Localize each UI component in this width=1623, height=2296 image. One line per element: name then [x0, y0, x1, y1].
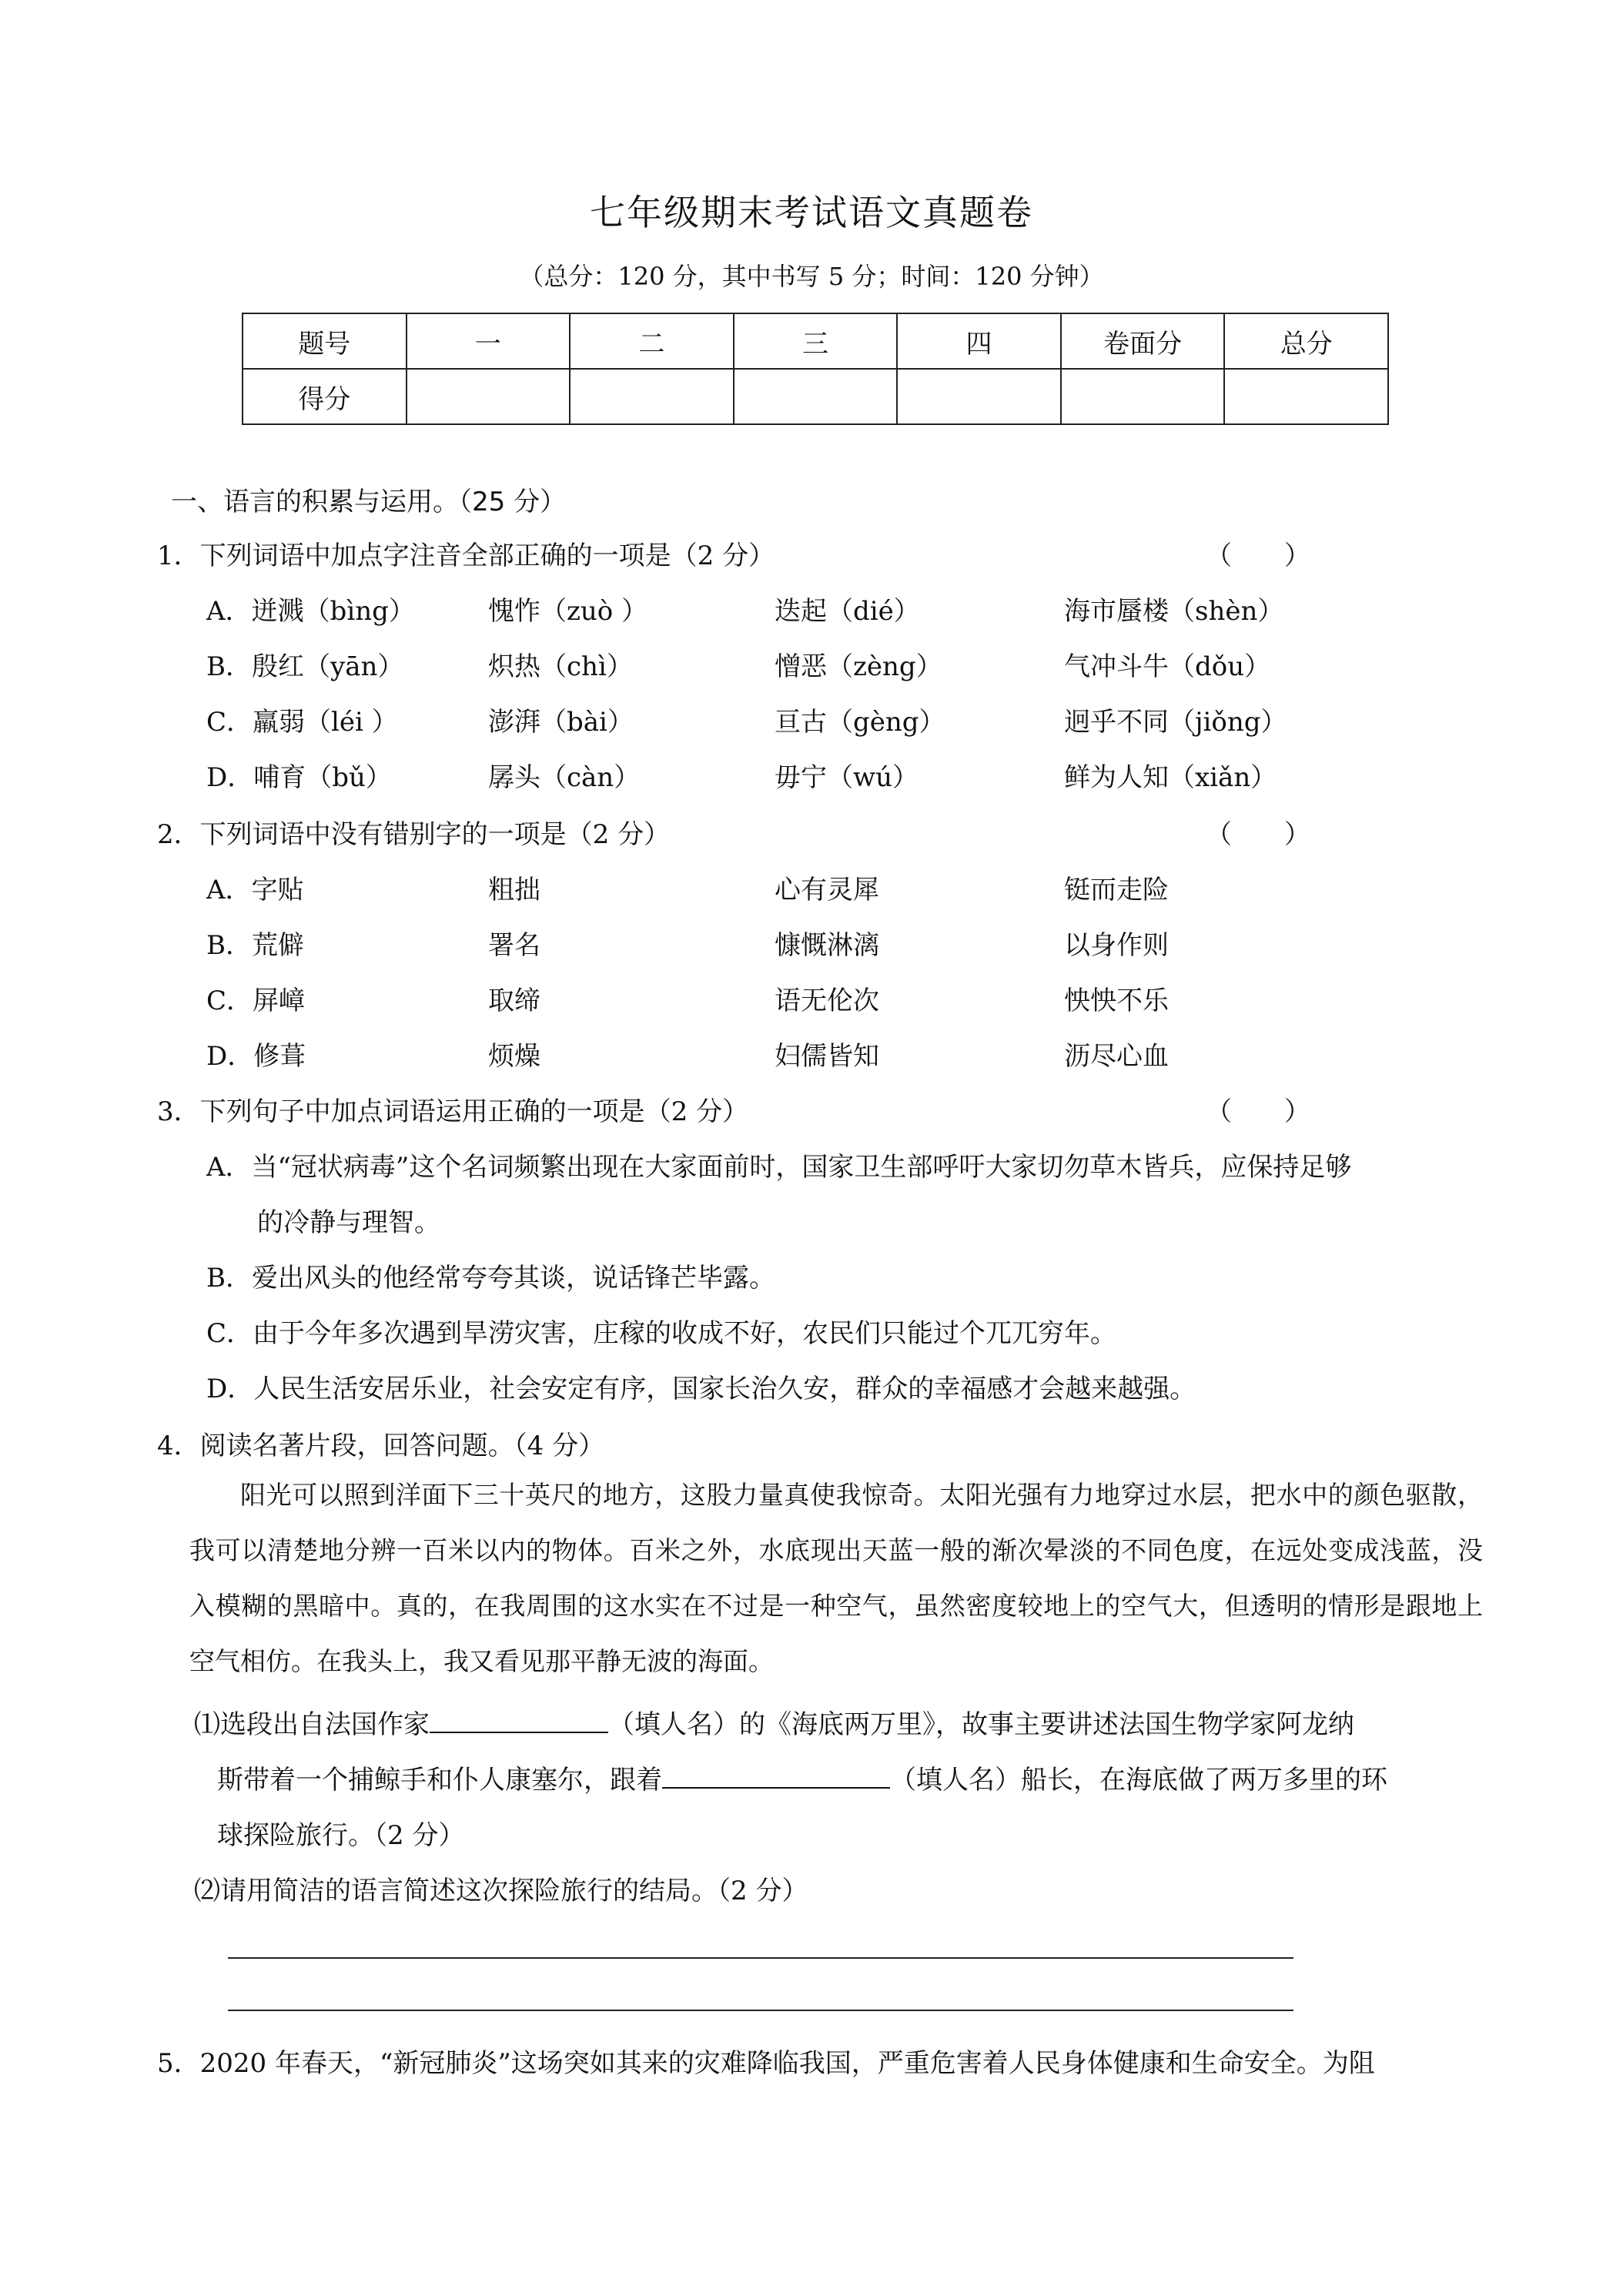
question-3-stem: 3．下列句子中加点词语运用正确的一项是（2 分） — [157, 1096, 749, 1127]
answer-paren[interactable]: （ ） — [1206, 1096, 1310, 1127]
score-cell[interactable] — [570, 369, 734, 424]
reading-passage: 阳光可以照到洋面下三十英尺的地方，这股力量真使我惊奇。太阳光强有力地穿过水层，把水中的颜色驱散，我可以清楚地分辨一百米以内的物体。百米之外，水底现出天蓝一般的渐次晕淡的不同色度，在远处变成浅蓝，没入模糊的黑暗中。真的，在我周围的这水实在不过是一种空气，虽然密度较地上的空气大，但透明的情形是跟地上空气相仿。在我头上，我又看见那平静无波的海面。 — [189, 1480, 1483, 1676]
q3-option-b: B．爱出风头的他经常夸夸其谈，说话锋芒毕露。 — [206, 1263, 775, 1294]
q4-sub1-line-1 — [194, 1703, 1354, 1741]
q4-sub1-line-3: 球探险旅行。（2 分） — [217, 1820, 465, 1851]
question-4-stem: 4．阅读名著片段，回答问题。（4 分） — [157, 1431, 605, 1461]
page-title: 七年级期末考试语文真题卷 — [590, 192, 1033, 233]
q1-option-d-word-2: 孱头（càn） — [488, 762, 641, 793]
q1-option-d-word-3: 毋宁（wú） — [775, 762, 919, 793]
score-cell[interactable] — [407, 369, 571, 424]
q3-option-a-line-1: A．当“冠状病毒”这个名词频繁出现在大家面前时，国家卫生部呼吁大家切勿草木皆兵，应保持足够 — [206, 1152, 1352, 1183]
q1-option-a-word-4: 海市蜃楼（shèn） — [1064, 596, 1284, 627]
score-cell[interactable] — [897, 369, 1061, 424]
q4-sub1-text-d: （填人名）船长，在海底做了两万多里的环 — [890, 1765, 1387, 1796]
q1-option-a-word-3: 迭起（dié） — [775, 596, 920, 627]
q1-option-c-word-2: 澎湃（bài） — [488, 707, 634, 738]
answer-paren[interactable]: （ ） — [1206, 819, 1310, 850]
score-table — [242, 313, 1389, 425]
q2-option-c-word-1: C．屏嶂 — [206, 986, 306, 1016]
q2-option-d-word-4: 沥尽心血 — [1064, 1041, 1169, 1072]
section-heading: 一、语言的积累与运用。（25 分） — [171, 487, 567, 517]
q2-option-a-word-1: A．字贴 — [206, 875, 304, 905]
question-1-stem: 1．下列词语中加点字注音全部正确的一项是（2 分） — [157, 541, 775, 571]
q1-option-b-word-2: 炽热（chì） — [488, 651, 633, 682]
q4-sub1-text-c: 斯带着一个捕鲸手和仆人康塞尔，跟着 — [217, 1765, 662, 1796]
q2-option-d-word-3: 妇儒皆知 — [775, 1041, 879, 1072]
author-blank[interactable] — [430, 1709, 608, 1733]
q1-option-b-word-3: 憎恶（zèng） — [775, 651, 942, 682]
q4-sub1-text-b: （填人名）的《海底两万里》，故事主要讲述法国生物学家阿龙纳 — [608, 1709, 1354, 1740]
q3-option-d: D．人民生活安居乐业，社会安定有序，国家长治久安，群众的幸福感才会越来越强。 — [206, 1374, 1196, 1404]
q2-option-d-word-2: 烦燥 — [488, 1041, 540, 1072]
score-table-score-row — [243, 369, 1388, 424]
q1-option-c-word-1: C．羸弱（léi ） — [206, 707, 398, 738]
header-cell: 四 — [897, 313, 1061, 369]
q1-option-b-word-1: B．殷红（yān） — [206, 651, 404, 682]
q1-option-b-word-4: 气冲斗牛（dǒu） — [1064, 651, 1271, 682]
q2-option-c-word-3: 语无伦次 — [775, 986, 879, 1016]
score-cell[interactable] — [1224, 369, 1388, 424]
score-table-header-row — [243, 313, 1388, 369]
q2-option-c-word-2: 取缔 — [488, 986, 540, 1016]
header-cell: 一 — [407, 313, 571, 369]
q4-sub1-line-2 — [217, 1759, 1387, 1796]
q1-option-c-word-4: 迥乎不同（jiǒng） — [1064, 707, 1287, 738]
score-cell[interactable] — [1061, 369, 1225, 424]
header-cell: 二 — [570, 313, 734, 369]
q2-option-d-word-1: D．修葺 — [206, 1041, 306, 1072]
q2-option-a-word-2: 粗拙 — [488, 875, 540, 905]
header-cell: 题号 — [243, 313, 407, 369]
q2-option-b-word-3: 慷慨淋漓 — [775, 930, 879, 961]
q3-option-c: C．由于今年多次遇到旱涝灾害，庄稼的收成不好，农民们只能过个兀兀穷年。 — [206, 1318, 1117, 1349]
q2-option-b-word-2: 署名 — [488, 930, 540, 961]
q1-option-a-word-1: A．迸溅（bìng） — [206, 596, 415, 627]
captain-blank[interactable] — [662, 1764, 890, 1789]
answer-paren[interactable]: （ ） — [1206, 541, 1310, 571]
q2-option-a-word-4: 铤而走险 — [1064, 875, 1169, 905]
q2-option-a-word-3: 心有灵犀 — [775, 875, 879, 905]
q2-option-b-word-4: 以身作则 — [1064, 930, 1169, 961]
q4-sub1-text-a: ⑴选段出自法国作家 — [194, 1709, 430, 1740]
q1-option-c-word-3: 亘古（gèng） — [775, 707, 945, 738]
score-cell[interactable] — [734, 369, 898, 424]
question-2-stem: 2．下列词语中没有错别字的一项是（2 分） — [157, 819, 671, 850]
q2-option-b-word-1: B．荒僻 — [206, 930, 304, 961]
q4-sub2: ⑵请用简洁的语言简述这次探险旅行的结局。（2 分） — [194, 1876, 808, 1906]
q1-option-d-word-1: D．哺育（bǔ） — [206, 762, 392, 793]
exam-info: （总分：120 分，其中书写 5 分；时间：120 分钟） — [519, 262, 1104, 291]
q1-option-a-word-2: 愧怍（zuò ） — [488, 596, 648, 627]
answer-line[interactable] — [228, 1957, 1293, 1959]
header-cell: 卷面分 — [1061, 313, 1225, 369]
q1-option-d-word-4: 鲜为人知（xiǎn） — [1064, 762, 1277, 793]
header-cell: 总分 — [1224, 313, 1388, 369]
q2-option-c-word-4: 怏怏不乐 — [1064, 986, 1169, 1016]
q3-option-a-line-2: 的冷静与理智。 — [257, 1207, 440, 1238]
answer-line[interactable] — [228, 2010, 1293, 2011]
row-label: 得分 — [243, 369, 407, 424]
header-cell: 三 — [734, 313, 898, 369]
question-5-stem: 5．2020 年春天，“新冠肺炎”这场突如其来的灾难降临我国，严重危害着人民身体健康和生命安全。为阻 — [157, 2048, 1375, 2079]
